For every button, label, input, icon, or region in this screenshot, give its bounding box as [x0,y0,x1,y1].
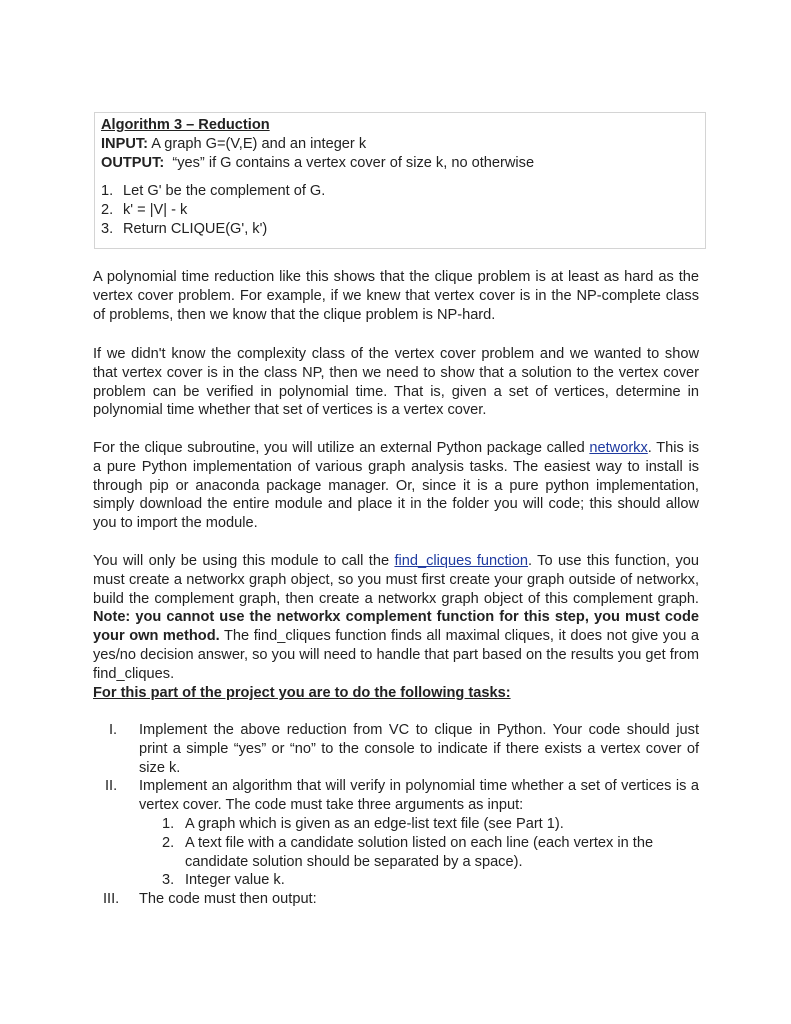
sub-item: 3. Integer value k. [162,872,285,889]
paragraph-reduction: A polynomial time reduction like this shows that the clique problem is at least as hard as the vertex cover problem. For example, if we knew that vertex cover is in the NP-complete class of problems, then we know that the clique problem is NP-hard. [93,269,699,323]
algorithm-box [94,112,706,249]
algorithm-step: 1. Let G' be the complement of G. [101,183,326,200]
task-item [93,890,699,909]
algorithm-title: Algorithm 3 – Reduction [101,117,270,133]
algorithm-step: 3. Return CLIQUE(G', k') [101,220,268,237]
task-number: I. [109,722,118,738]
tasks-heading: For this part of the project you are to do the following tasks: [93,685,511,701]
algorithm-step: 2. k' = |V| - k [101,202,188,219]
algorithm-steps [101,182,705,238]
task-item [93,777,699,890]
input-text: A graph G=(V,E) and an integer k [148,135,367,152]
sub-item: 2. A text file with a candidate solution listed on each line (each vertex in the candidate solution should be separated by a space). [162,834,654,870]
task-text: The code must then output: [139,891,317,908]
note-bold: Note: you cannot use the networkx complement function for this step, you must code your own method. [93,609,699,645]
algorithm-output [101,154,705,173]
paragraph-find-cliques: You will only be using this module to call the find_cliques function. To use this function, you must create a networkx graph object, so you must first create your graph outside of networkx, build the complement graph, then create a networkx graph object of this complement graph. Note: you cannot use the networkx complement function for this step, you must code your own method. The find_cliques function finds all maximal cliques, it does not give you a yes/no decision answer, so you will need to handle that part based on the results you get from find_cliques. [93,553,699,682]
task-number: III. [103,891,120,908]
task-number: II. [105,778,118,795]
output-label: OUTPUT: [101,154,165,171]
task-text: Implement an algorithm that will verify in polynomial time whether a set of vertices is a vertex cover. The code must take three arguments as input: [139,778,699,814]
networkx-link[interactable]: networkx [589,440,648,456]
sub-list [139,815,699,890]
task-text: Implement the above reduction from VC to clique in Python. Your code should just print a simple “yes” or “no” to the console to indicate if there exists a vertex cover of size k. [139,722,699,776]
task-list [93,721,699,909]
find-cliques-link[interactable]: find_cliques function [394,553,528,569]
output-text: “yes” if G contains a vertex cover of size k, no otherwise [164,154,535,171]
sub-item: 1. A graph which is given as an edge-list text file (see Part 1). [162,815,564,832]
task-item [93,721,699,777]
paragraph-np-class: If we didn't know the complexity class of the vertex cover problem and we wanted to show that vertex cover is in the class NP, then we need to show that a solution to the vertex cover problem can be verified in polynomial time. That is, given a set of vertices, determine in polynomial time whether that set of vertices is a vertex cover. [93,346,699,419]
paragraph-networkx: For the clique subroutine, you will utilize an external Python package called networkx. This is a pure Python implementation of various graph analysis tasks. The easiest way to install is through pip or anaconda package manager. Or, since it is a pure python implementation, simply download the entire module and place it in the folder you will code; this should allow you to import the module. [93,440,699,532]
algorithm-input [101,135,705,154]
input-label: INPUT: [101,135,149,152]
